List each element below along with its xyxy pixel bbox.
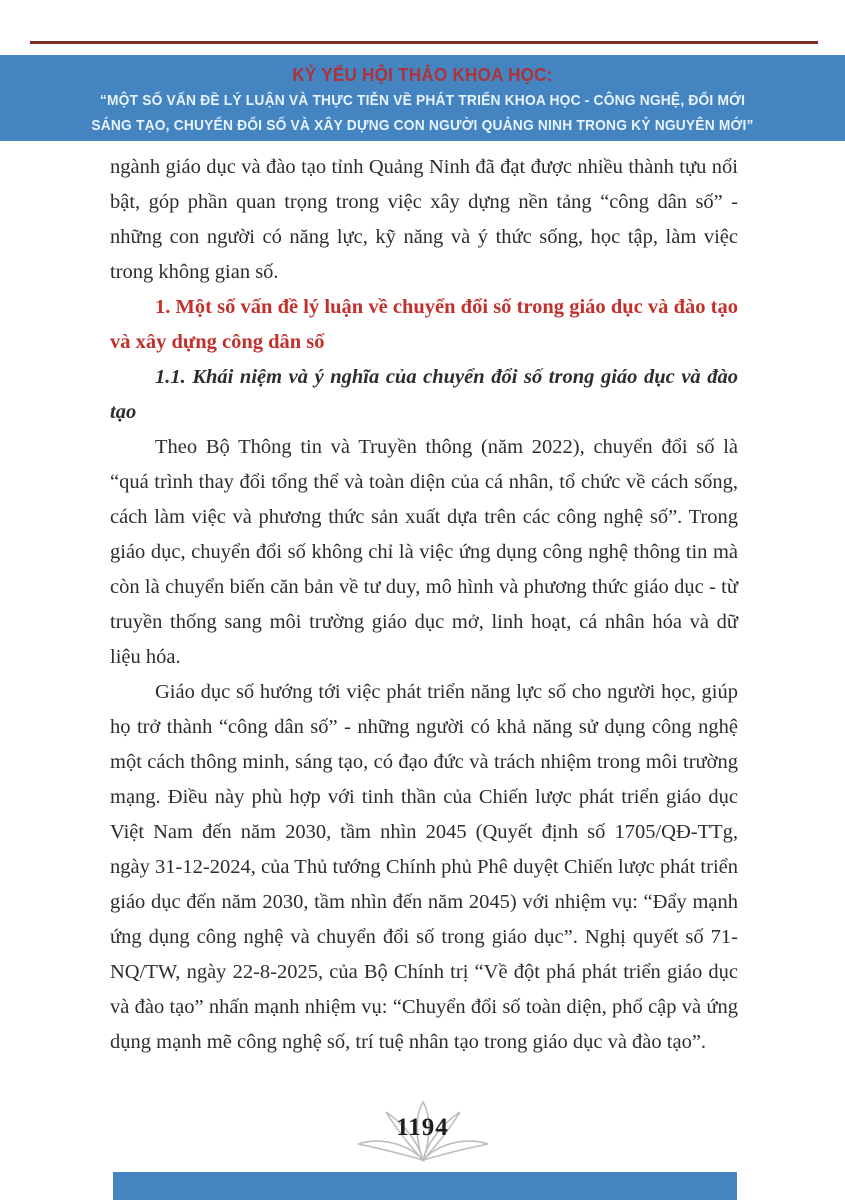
proceedings-subtitle-line1: “MỘT SỐ VẤN ĐỀ LÝ LUẬN VÀ THỰC TIỄN VỀ PHÁT TRIỂN KHOA HỌC - CÔNG NGHỆ, ĐỔI MỚI: [99, 92, 746, 109]
proceedings-title: KỶ YẾU HỘI THẢO KHOA HỌC:: [292, 64, 553, 85]
paragraph: Giáo dục số hướng tới việc phát triển năng lực số cho người học, giúp họ trở thành “công dân số” - những người có khả năng sử dụng công nghệ một cách thông minh, sáng tạo, có đạo đức và trách nhiệm trong môi trường mạng. Điều này phù hợp với tinh thần của Chiến lược phát triển giáo dục Việt Nam đến năm 2030, tầm nhìn 2045 (Quyết định số 1705/QĐ-TTg, ngày 31-12-2024, của Thủ tướng Chính phủ Phê duyệt Chiến lược phát triển giáo dục đến năm 2030, tầm nhìn đến năm 2045) với nhiệm vụ: “Đẩy mạnh ứng dụng công nghệ và chuyển đổi số trong giáo dục”. Nghị quyết số 71-NQ/TW, ngày 22-8-2025, của Bộ Chính trị “Về đột phá phát triển giáo dục và đào tạo” nhấn mạnh nhiệm vụ: “Chuyển đổi số toàn diện, phổ cập và ứng dụng mạnh mẽ công nghệ số, trí tuệ nhân tạo trong giáo dục và đào tạo”.: [110, 681, 738, 1053]
page-body: [110, 150, 738, 1060]
section-heading: 1. Một số vấn đề lý luận về chuyển đổi số trong giáo dục và đào tạo và xây dựng công dân số: [110, 296, 738, 353]
subsection-heading: 1.1. Khái niệm và ý nghĩa của chuyển đổi số trong giáo dục và đào tạo: [110, 366, 738, 423]
top-rule: [30, 41, 818, 44]
header-band: [0, 55, 845, 141]
page-footer: [348, 1100, 498, 1162]
paragraph-continued: ngành giáo dục và đào tạo tỉnh Quảng Ninh đã đạt được nhiều thành tựu nổi bật, góp phần quan trọng trong việc xây dựng nền tảng “công dân số” - những con người có năng lực, kỹ năng và ý thức sống, học tập, làm việc trong không gian số.: [110, 156, 738, 283]
page-number: 1194: [396, 1114, 449, 1141]
next-page-band-sliver: [113, 1172, 737, 1200]
proceedings-subtitle-line2: SÁNG TẠO, CHUYỂN ĐỔI SỐ VÀ XÂY DỰNG CON NGƯỜI QUẢNG NINH TRONG KỶ NGUYÊN MỚI”: [91, 117, 754, 134]
paragraph: Theo Bộ Thông tin và Truyền thông (năm 2022), chuyển đổi số là “quá trình thay đổi tổng thể và toàn diện của cá nhân, tổ chức về cách sống, cách làm việc và phương thức sản xuất dựa trên các công nghệ số”. Trong giáo dục, chuyển đổi số không chỉ là việc ứng dụng công nghệ thông tin mà còn là chuyển biến căn bản về tư duy, mô hình và phương thức giáo dục - từ truyền thống sang môi trường giáo dục mở, linh hoạt, cá nhân hóa và dữ liệu hóa.: [110, 436, 738, 668]
